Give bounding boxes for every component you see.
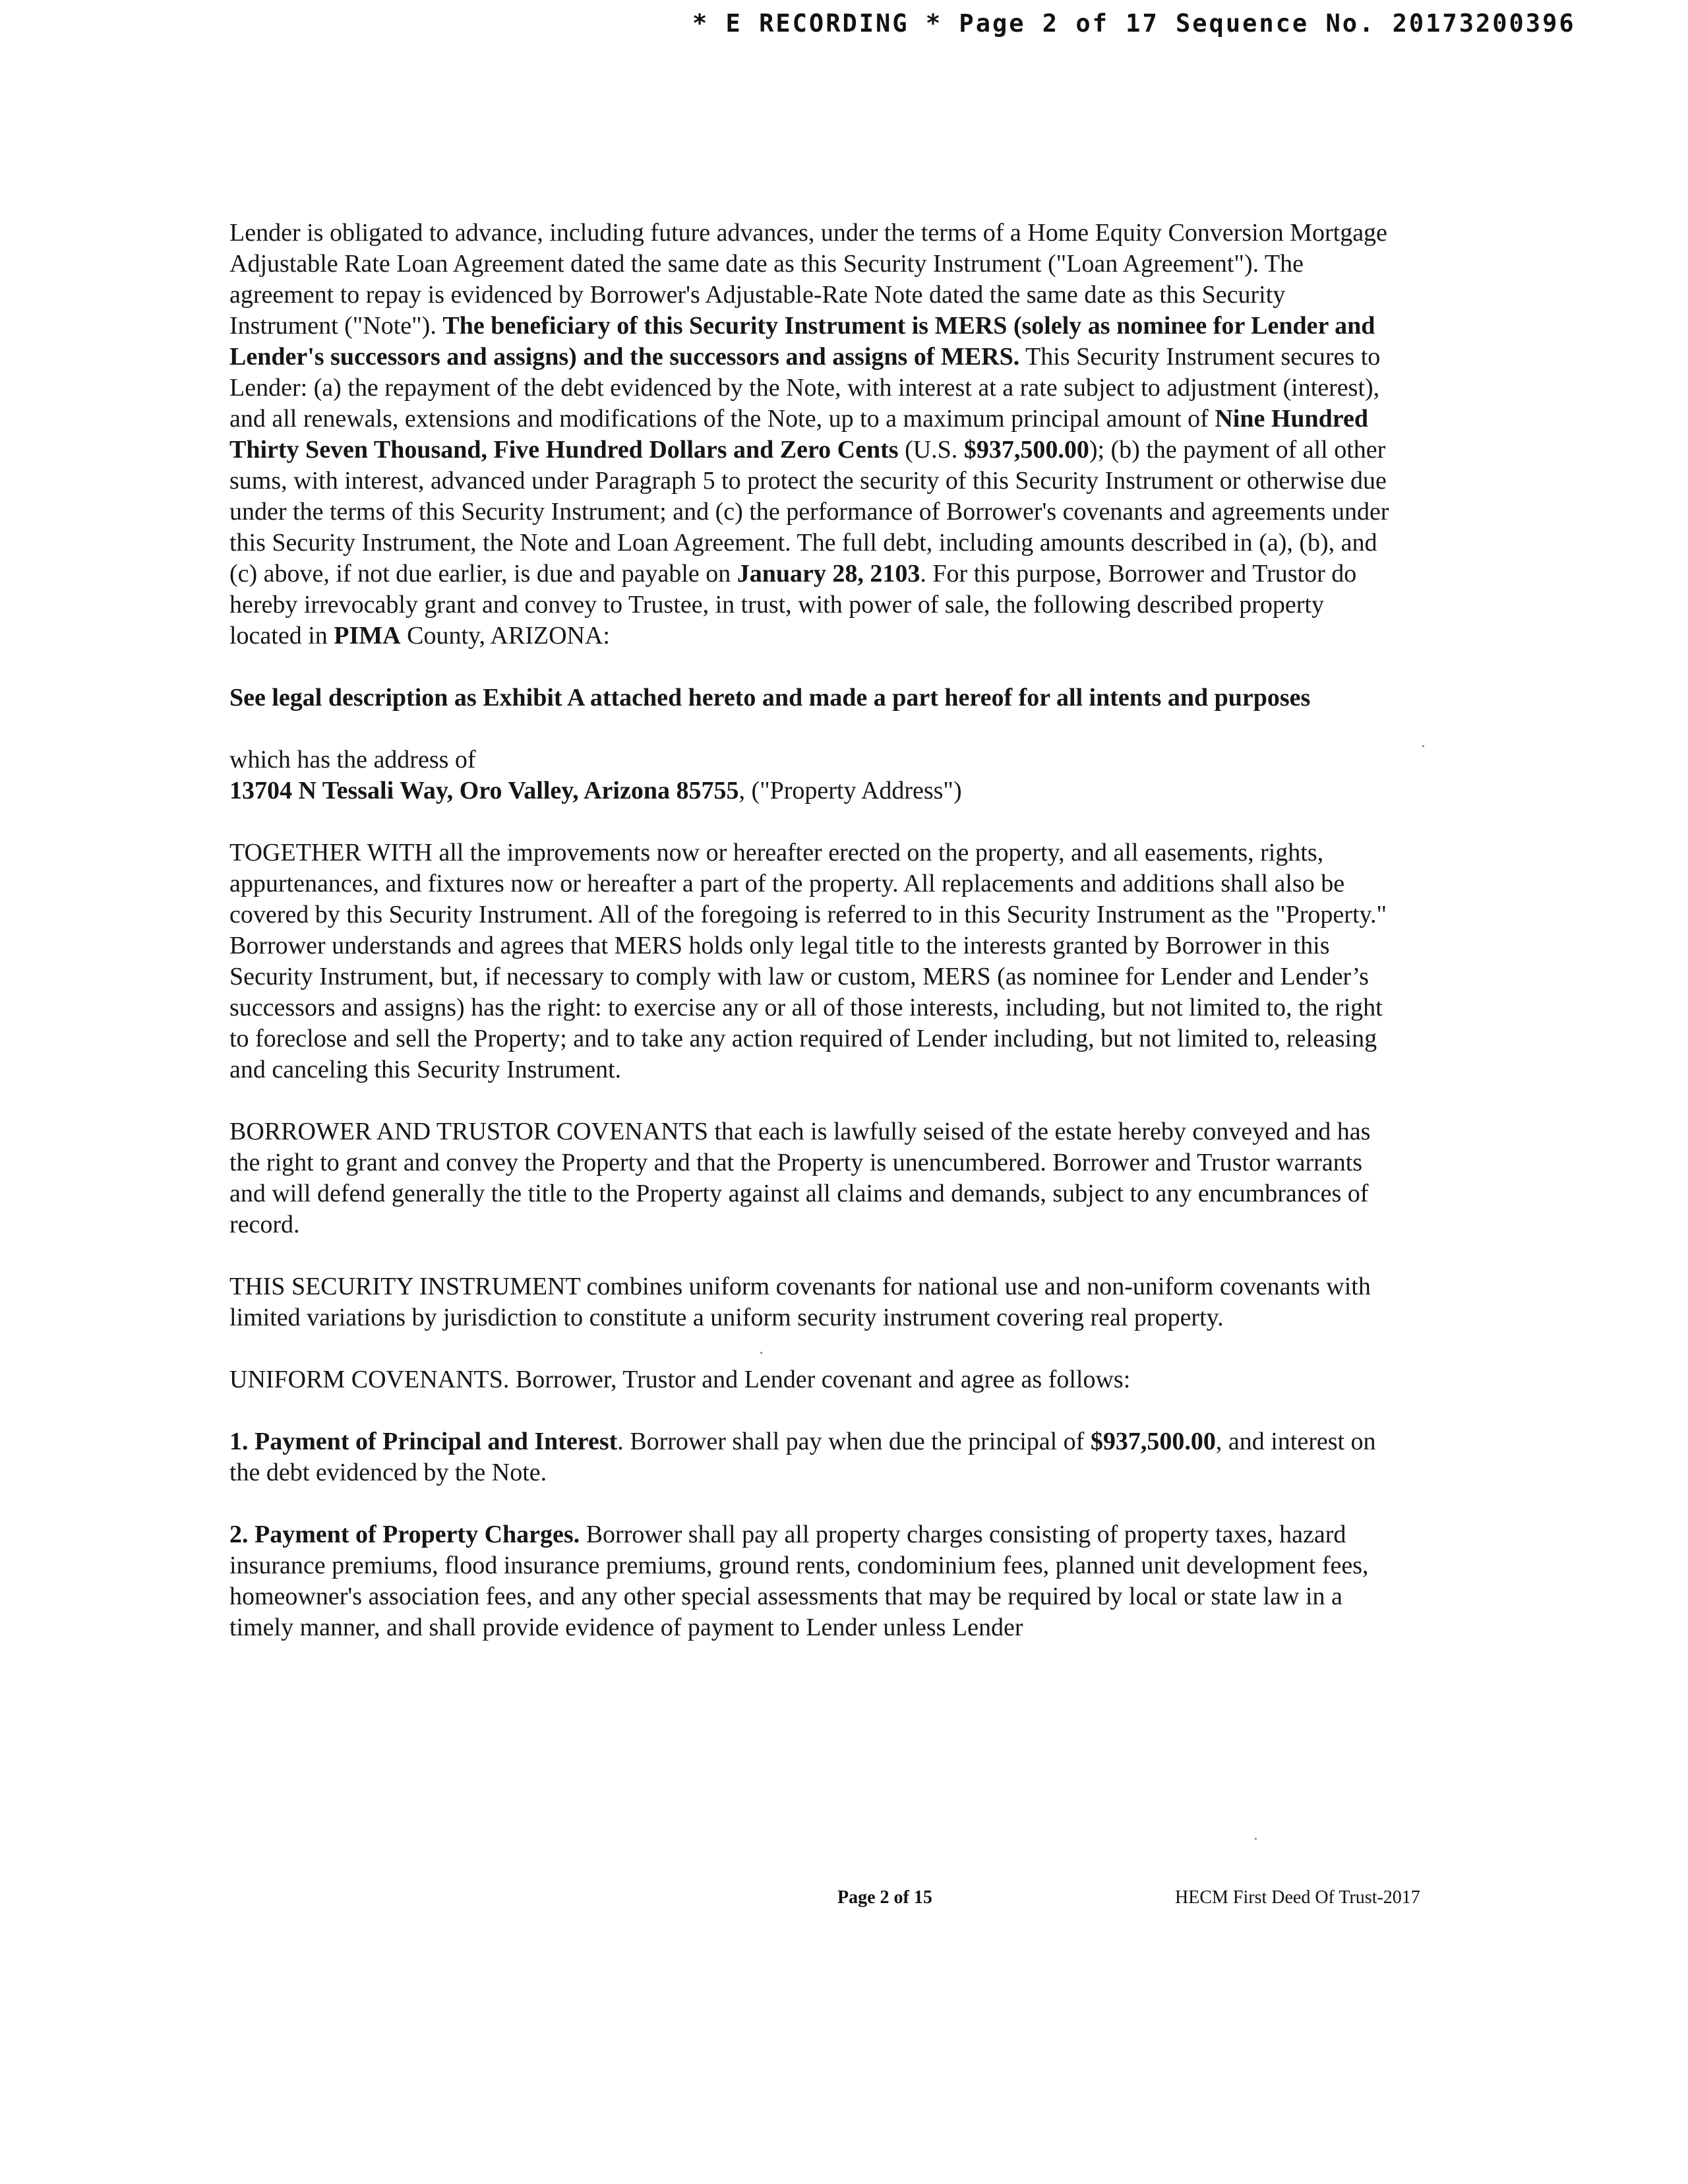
intro-county: PIMA (334, 622, 401, 650)
scan-speck (1422, 745, 1424, 747)
borrower-covenants-paragraph: BORROWER AND TRUSTOR COVENANTS that each is lawfully seised of the estate hereby conveyed and has the right to grant and convey the Property and that the Property is unencumbered. Borrower and Trustor warrants and will defend generally the title to the Property against all claims and demands, subject to any encumbrances of record. (229, 1118, 1371, 1238)
section-1-text-2: , and interest on the debt evidenced by the Note. (229, 1428, 1376, 1486)
document-body (229, 218, 1390, 1643)
intro-text-4: ); (b) the payment of all other sums, with interest, advanced under Paragraph 5 to protect the security of this Security Instrument or otherwise due under the terms of this Security Instrument; and (c) the performance of Borrower's covenants and agreements under this Security Instrument, the Note and Loan Agreement. The full debt, including amounts described in (a), (b), and (c) above, if not due earlier, is due and payable on (229, 436, 1389, 588)
section-1-amount: $937,500.00 (1090, 1428, 1216, 1455)
intro-beneficiary-bold: The beneficiary of this Security Instrument is MERS (solely as nominee for Lender and Lender's successors and assigns) and the successors and assigns of MERS. (229, 312, 1375, 371)
section-2-heading: 2. Payment of Property Charges. (229, 1521, 580, 1548)
intro-text-5: . For this purpose, Borrower and Trustor do hereby irrevocably grant and convey to Trustee, in trust, with power of sale, the following described property located in (229, 560, 1357, 650)
intro-text-3: (U.S. (898, 436, 964, 464)
scan-speck (760, 1352, 762, 1354)
security-instrument-paragraph: THIS SECURITY INSTRUMENT combines uniform covenants for national use and non-uniform covenants with limited variations by jurisdiction to constitute a uniform security instrument covering real property. (229, 1273, 1371, 1331)
uniform-covenants-heading: UNIFORM COVENANTS. Borrower, Trustor and Lender covenant and agree as follows: (229, 1366, 1131, 1393)
scan-speck (1255, 1838, 1257, 1840)
address-lead: which has the address of (229, 746, 476, 774)
section-1-paragraph (229, 1426, 1390, 1488)
intro-maturity-date: January 28, 2103 (737, 560, 920, 588)
intro-text-6: County, ARIZONA: (400, 622, 610, 650)
intro-text-1: Lender is obligated to advance, including future advances, under the terms of a Home Equity Conversion Mortgage Adjustable Rate Loan Agreement dated the same date as this Security Instrument ("Loan Agreement"). The agreement to repay is evidenced by Borrower's Adjustable-Rate Note dated the same date as this Security Instrument ("Note"). (229, 219, 1387, 340)
section-1-heading: 1. Payment of Principal and Interest (229, 1428, 618, 1455)
legal-description: See legal description as Exhibit A attached hereto and made a part hereof for all intents and purposes (229, 684, 1311, 712)
address-suffix: , ("Property Address") (738, 777, 962, 804)
property-address: 13704 N Tessali Way, Oro Valley, Arizona 85755 (229, 777, 739, 804)
intro-text-2: This Security Instrument secures to Lender: (a) the repayment of the debt evidenced by the Note, with interest at a rate subject to adjustment (interest), and all renewals, extensions and modifications of the Note, up to a maximum principal amount of (229, 343, 1381, 433)
section-2-text: Borrower shall pay all property charges consisting of property taxes, hazard insurance premiums, flood insurance premiums, ground rents, condominium fees, planned unit development fees, homeowner's association fees, and any other special assessments that may be required by local or state law in a timely manner, and shall provide evidence of payment to Lender unless Lender (229, 1521, 1369, 1641)
section-2-paragraph (229, 1519, 1390, 1643)
section-1-text-1: . Borrower shall pay when due the principal of (617, 1428, 1091, 1455)
footer-page-number: Page 2 of 15 (837, 1887, 932, 1908)
address-paragraph (229, 744, 1390, 806)
recording-header: * E RECORDING * Page 2 of 17 Sequence No. 20173200396 (692, 9, 1576, 38)
together-with-paragraph: TOGETHER WITH all the improvements now or hereafter erected on the property, and all easements, rights, appurtenances, and fixtures now or hereafter a part of the property. All replacements and additions shall also be covered by this Security Instrument. All of the foregoing is referred to in this Security Instrument as the "Property." Borrower understands and agrees that MERS holds only legal title to the interests granted by Borrower in this Security Instrument, but, if necessary to comply with law or custom, MERS (as nominee for Lender and Lender’s successors and assigns) has the right: to exercise any or all of those interests, including, but not limited to, the right to foreclose and sell the Property; and to take any action required of Lender including, but not limited to, releasing and canceling this Security Instrument. (229, 839, 1387, 1083)
intro-max-amount: $937,500.00 (963, 436, 1089, 464)
footer-form-name: HECM First Deed Of Trust-2017 (1175, 1887, 1420, 1908)
intro-paragraph (229, 218, 1390, 652)
intro-max-amount-words: Nine Hundred Thirty Seven Thousand, Five Hundred Dollars and Zero Cents (229, 405, 1368, 464)
